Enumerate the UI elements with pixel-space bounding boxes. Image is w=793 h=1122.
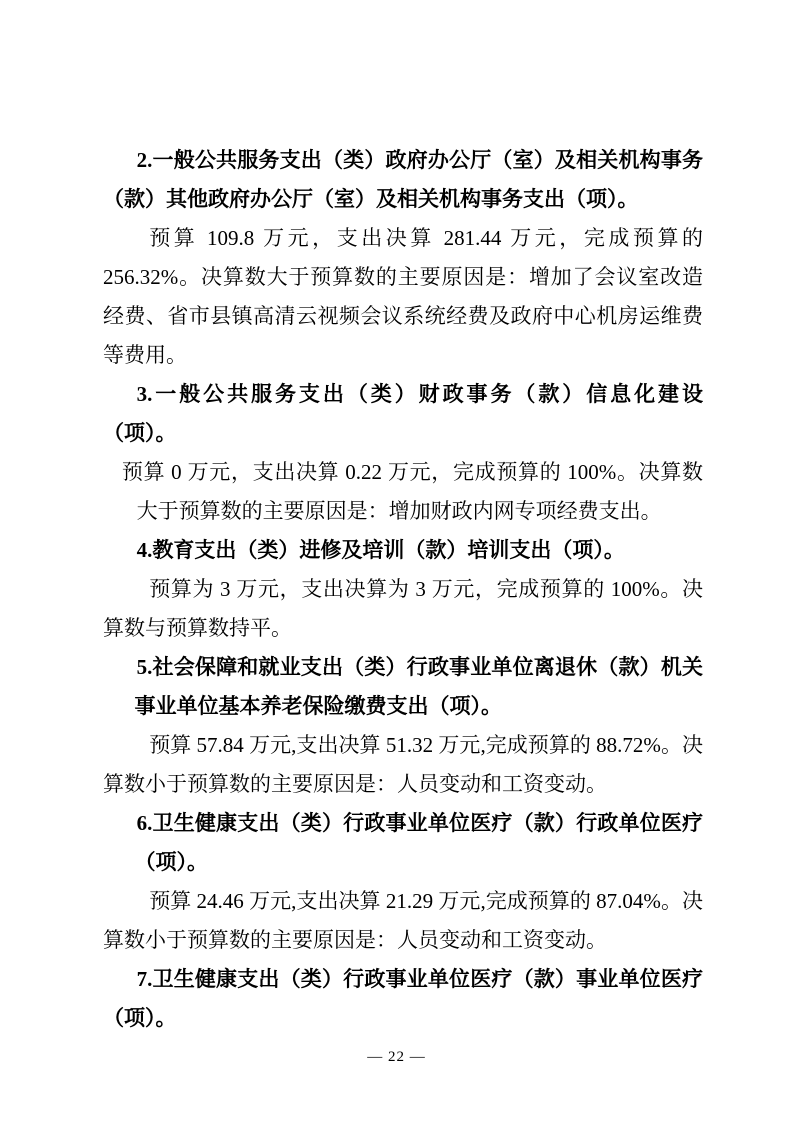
budget-section-4 bbox=[103, 531, 703, 648]
budget-section-5 bbox=[103, 648, 703, 804]
budget-section-7 bbox=[103, 960, 703, 1038]
section-body: 预算 57.84 万元,支出决算 51.32 万元,完成预算的 88.72%。决算数小于预算数的主要原因是：人员变动和工资变动。 bbox=[103, 733, 703, 796]
document-body bbox=[103, 141, 703, 1038]
page-number: — 22 — bbox=[367, 1049, 426, 1065]
section-heading: 4.教育支出（类）进修及培训（款）培训支出（项）。 bbox=[136, 538, 625, 562]
section-heading: 6.卫生健康支出（类）行政事业单位医疗（款）行政单位医疗（项）。 bbox=[134, 811, 703, 874]
section-body: 预算 24.46 万元,支出决算 21.29 万元,完成预算的 87.04%。决算数小于预算数的主要原因是：人员变动和工资变动。 bbox=[103, 889, 703, 952]
page-footer bbox=[0, 1049, 793, 1066]
section-heading: 2.一般公共服务支出（类）政府办公厅（室）及相关机构事务（款）其他政府办公厅（室）及相关机构事务支出（项）。 bbox=[103, 148, 703, 211]
budget-section-2 bbox=[103, 141, 703, 375]
budget-section-3 bbox=[103, 375, 703, 531]
section-heading: 7.卫生健康支出（类）行政事业单位医疗（款）事业单位医疗（项）。 bbox=[103, 967, 703, 1030]
section-body: 预算 0 万元，支出决算 0.22 万元，完成预算的 100%。决算数大于预算数的主要原因是：增加财政内网专项经费支出。 bbox=[121, 460, 703, 523]
section-heading: 5.社会保障和就业支出（类）行政事业单位离退休（款）机关事业单位基本养老保险缴费支出（项）。 bbox=[134, 655, 703, 718]
section-body: 预算为 3 万元，支出决算为 3 万元，完成预算的 100%。决算数与预算数持平。 bbox=[103, 577, 703, 640]
section-body: 预算 109.8 万元，支出决算 281.44 万元，完成预算的 256.32%。决算数大于预算数的主要原因是：增加了会议室改造经费、省市县镇高清云视频会议系统经费及政府中心机房运维费等费用。 bbox=[103, 226, 703, 367]
section-heading: 3.一般公共服务支出（类）财政事务（款）信息化建设（项）。 bbox=[103, 382, 703, 445]
budget-section-6 bbox=[103, 804, 703, 960]
